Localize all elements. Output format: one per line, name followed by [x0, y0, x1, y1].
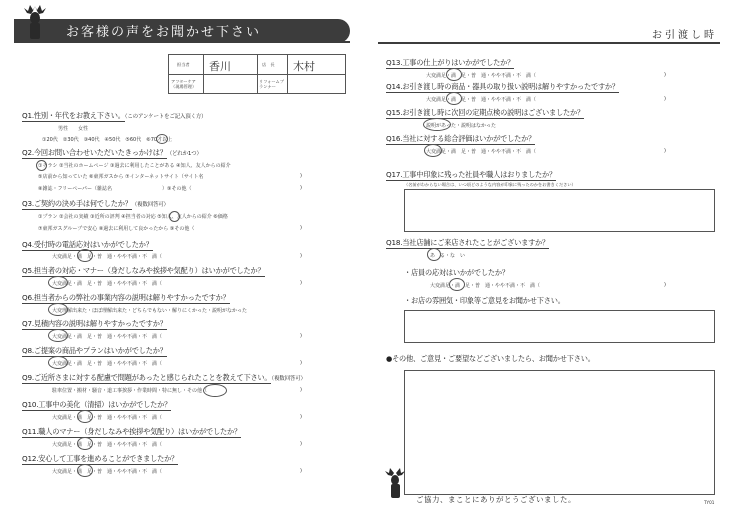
- staff-value-tencho: 木村: [293, 60, 315, 73]
- right-title-line: [378, 42, 720, 44]
- staff-label-reform: リフォームプランナー: [259, 79, 284, 89]
- q11-title: Q11.職人のマナー（身だしなみや挨拶や気配り）はいかがでしたか？: [22, 427, 241, 436]
- q18-options: あ る・な い: [430, 253, 466, 259]
- q17-answer-box[interactable]: [404, 189, 715, 232]
- q1-title: Q1.性別・年代をお教え下さい。（このアンケートをご記入頂く方）: [22, 111, 207, 120]
- other-comments-box[interactable]: [404, 370, 715, 495]
- q3-title: Q3.ご契約の決め手は何でしたか？（複数回答可）: [22, 199, 169, 208]
- q1-ages: ①20代 ②30代 ③40代 ④50代 ⑤60代 ⑥70才以上: [42, 137, 173, 143]
- q7-title: Q7.見積内容の説明は解りやすかったですか？: [22, 319, 167, 328]
- q13-title: Q13.工事の仕上がりはいかがでしたか？: [386, 58, 515, 67]
- staff-label-tencho: 店 長: [262, 62, 275, 67]
- deer-logo-icon: [18, 2, 52, 42]
- q9-title: Q9.ご近所さまに対する配慮で問題があったと感じられたことを教えて下さい。（複数回答可）: [22, 373, 306, 382]
- thanks-message: ご協力、まことにありがとうございました。: [416, 495, 576, 504]
- form-code: TY01: [704, 500, 715, 505]
- q18-answer-box[interactable]: [404, 310, 715, 343]
- q11-scale: 大変満足・満 足・普 通・やや不満・不 満（: [52, 442, 163, 448]
- q12-title: Q12.安心して工事を進めることができましたか？: [22, 454, 179, 463]
- q4-title: Q4.受付時の電話応対はいかがでしたか？: [22, 240, 153, 249]
- q2-line2: ⑤店前から知っていた ⑥東邦ガスから ⑦インターネットサイト（サイト名: [38, 174, 204, 180]
- q8-scale: 大変満足・満 足・普 通・やや不満・不 満（: [52, 361, 163, 367]
- q18-title: Q18.当社店舗にご来店されたことがございますか？: [386, 238, 550, 247]
- q2-line3: ⑧雑誌・フリーペーパー（雑誌名 ）⑨その他（: [38, 186, 192, 192]
- q14-scale: 大変満足・満 足・普 通・やや不満・不 満（: [426, 97, 537, 103]
- q3-line2: ⑦東邦ガスグループで安心 ⑧過去に利用して良かったから ⑨その他（: [38, 226, 195, 232]
- q4-scale: 大変満足・満 足・普 通・やや不満・不 満（: [52, 254, 163, 260]
- q18-sub1: ・店員の応対はいかがでしたか？: [404, 268, 509, 277]
- staff-value-tantou: 香川: [209, 60, 231, 73]
- q17-note: （名前がわからない場合は、いつ頃どのような内容が印象に残ったのかをお書きください）: [404, 182, 576, 187]
- q7-scale: 大変満足・満 足・普 通・やや不満・不 満（: [52, 334, 163, 340]
- q6-options: 大変理解出来た・ほぼ理解出来た・どちらでもない・解りにくかった・説明がなかった: [52, 308, 247, 314]
- deer-footer-icon: [382, 466, 408, 500]
- q5-scale: 大変満足・満 足・普 通・やや不満・不 満（: [52, 281, 163, 287]
- q18-sub2: ・お店の雰囲気・印象等ご意見をお聞かせ下さい。: [404, 296, 565, 305]
- q12-scale: 大変満足・満 足・普 通・やや不満・不 満（: [52, 469, 163, 475]
- staff-label-after: アフターケア（現場管理）: [171, 79, 197, 89]
- q13-scale: 大変満足・満 足・普 通・やや不満・不 満（: [426, 73, 537, 79]
- q8-title: Q8.ご提案の商品やプランはいかがでしたか？: [22, 346, 167, 355]
- q14-title: Q14.お引き渡し時の商品・器具の取り扱い説明は解りやすかったですか？: [386, 82, 619, 91]
- page-title: お客様の声をお聞かせ下さい: [66, 25, 262, 40]
- q16-title: Q16.当社に対する総合評価はいかがでしたか？: [386, 134, 536, 143]
- q10-scale: 大変満足・満 足・普 通・やや不満・不 満（: [52, 415, 163, 421]
- q2-title: Q2.今回お問い合わせいただいたきっかけは？（どれか1つ）: [22, 148, 202, 157]
- right-title: お引渡し時: [652, 30, 717, 41]
- other-comments-title: ●その他、ご意見・ご要望などございましたら、お聞かせ下さい。: [386, 354, 595, 363]
- header-band-tail: [14, 41, 350, 43]
- staff-table: [168, 54, 346, 94]
- q2-line1: ①チラシ ②当社のホームページ ③過去に利用したことがある ④知人、友人からの紹介: [38, 163, 231, 169]
- staff-label-tantou: 担当者: [177, 62, 190, 67]
- q1-gender: 男性 女性: [58, 126, 89, 132]
- q5-title: Q5.担当者の対応・マナー（身だしなみや挨拶や気配り）はいかがでしたか？: [22, 266, 265, 275]
- q17-title: Q17.工事中印象に残った社員や職人はおりましたか？: [386, 170, 557, 179]
- q9-options: 駐車位置・搬材・騒音・道工事挨拶・作業時間・特に無し・その他（: [52, 388, 208, 394]
- q15-title: Q15.お引き渡し時に次回の定期点検の説明はございましたか？: [386, 108, 584, 117]
- q18-scale: 大変満足・満 足・普 通・やや不満・不 満（: [430, 283, 541, 289]
- q6-title: Q6.担当者からの弊社の事業内容の説明は解りやすかったですか？: [22, 293, 230, 302]
- q3-line1: ①プラン ②会社の実績 ③近所の評判 ④担当者の対応 ⑤知人、友人からの紹介 ⑥価格: [38, 214, 228, 220]
- q16-scale: 大変満足・満 足・普 通・やや不満・不 満（: [426, 149, 537, 155]
- q10-title: Q10.工事中の美化（清掃）はいかがでしたか？: [22, 400, 172, 409]
- q15-options: 説明があった・説明はなかった: [426, 123, 496, 129]
